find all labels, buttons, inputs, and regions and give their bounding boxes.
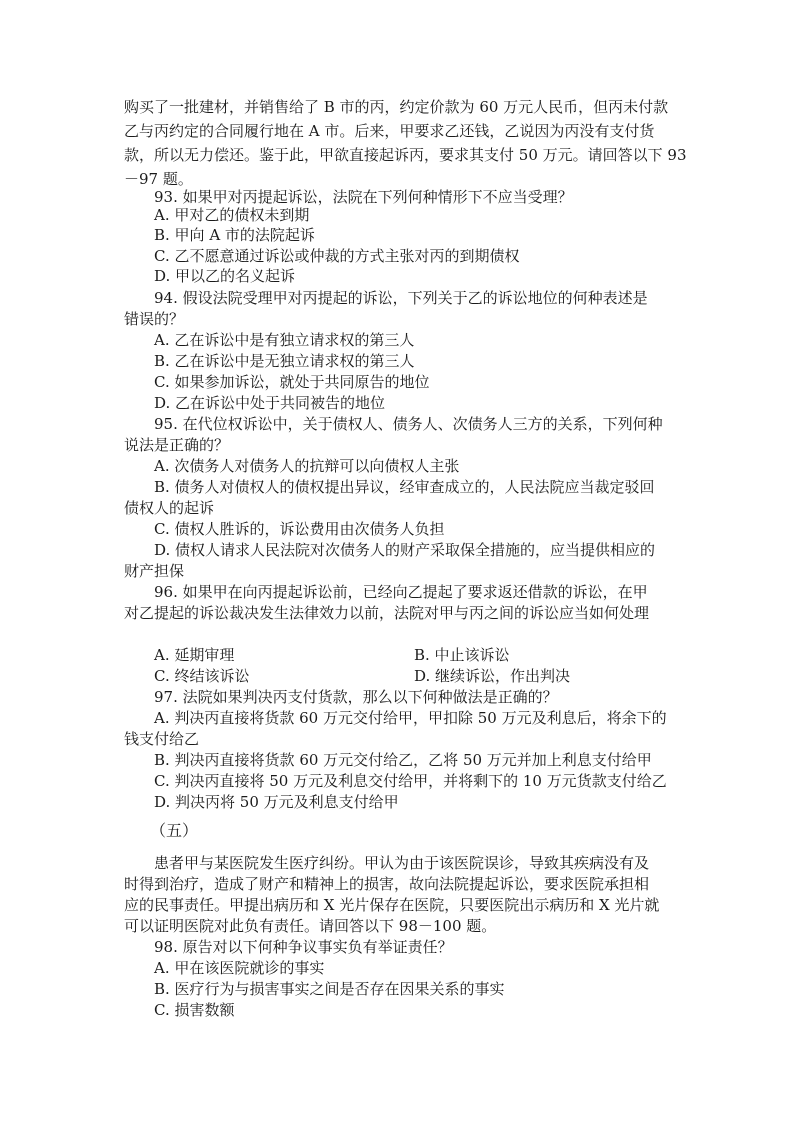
q93-option-a: A. 甲对乙的债权未到期 (154, 206, 310, 224)
q94-option-b: B. 乙在诉讼中是无独立请求权的第三人 (154, 352, 415, 370)
case4-intro-line-4: －97 题。 (124, 170, 193, 188)
q94-stem-line-1: 94. 假设法院受理甲对丙提起的诉讼，下列关于乙的诉讼地位的何种表述是 (154, 289, 648, 307)
q95-option-a: A. 次债务人对债务人的抗辩可以向债权人主张 (154, 457, 460, 475)
q93-option-d: D. 甲以乙的名义起诉 (154, 267, 296, 285)
q98-option-a: A. 甲在该医院就诊的事实 (154, 959, 325, 977)
q95-option-b-line-2: 债权人的起诉 (124, 499, 215, 517)
q97-option-a-line-1: A. 判决丙直接将货款 60 万元交付给甲，甲扣除 50 万元及利息后，将余下的 (154, 709, 667, 727)
q97-option-d: D. 判决丙将 50 万元及利息支付给甲 (154, 793, 399, 811)
q98-option-b: B. 医疗行为与损害事实之间是否存在因果关系的事实 (154, 980, 505, 998)
case5-intro-line-1: 患者甲与某医院发生医疗纠纷。甲认为由于该医院误诊，导致其疾病没有及 (154, 854, 650, 872)
q95-option-b-line-1: B. 债务人对债权人的债权提出异议，经审查成立的，人民法院应当裁定驳回 (154, 478, 655, 496)
case5-intro-line-3: 应的民事责任。甲提出病历和 X 光片保存在医院，只要医院出示病历和 X 光片就 (124, 896, 660, 914)
q96-option-d: D. 继续诉讼，作出判决 (414, 667, 571, 685)
q97-option-b: B. 判决丙直接将货款 60 万元交付给乙，乙将 50 万元并加上利息支付给甲 (154, 751, 652, 769)
q94-option-c: C. 如果参加诉讼，就处于共同原告的地位 (154, 373, 430, 391)
q95-option-c: C. 债权人胜诉的，诉讼费用由次债务人负担 (154, 520, 445, 538)
q97-stem: 97. 法院如果判决丙支付货款，那么以下何种做法是正确的？ (154, 688, 558, 706)
q93-option-c: C. 乙不愿意通过诉讼或仲裁的方式主张对丙的到期债权 (154, 247, 520, 265)
q93-option-b: B. 甲向 A 市的法院起诉 (154, 226, 315, 244)
q97-option-a-line-2: 钱支付给乙 (124, 730, 200, 748)
q96-stem-line-1: 96. 如果甲在向丙提起诉讼前，已经向乙提起了要求返还借款的诉讼，在甲 (154, 583, 648, 601)
q96-option-b: B. 中止该诉讼 (414, 646, 510, 664)
section-heading: （五） (150, 821, 199, 840)
q98-stem: 98. 原告对以下何种争议事实负有举证责任？ (154, 938, 453, 956)
q94-option-a: A. 乙在诉讼中是有独立请求权的第三人 (154, 331, 415, 349)
q94-option-d: D. 乙在诉讼中处于共同被告的地位 (154, 394, 386, 412)
q95-stem-line-1: 95. 在代位权诉讼中，关于债权人、债务人、次债务人三方的关系，下列何种 (154, 415, 663, 433)
q95-option-d-line-2: 财产担保 (124, 562, 185, 580)
case4-intro-line-1: 购买了一批建材，并销售给了 B 市的丙，约定价款为 60 万元人民币，但丙未付款 (124, 98, 669, 116)
q93-stem: 93. 如果甲对丙提起诉讼，法院在下列何种情形下不应当受理？ (154, 188, 573, 206)
q97-option-c: C. 判决丙直接将 50 万元及利息交付给甲，并将剩下的 10 万元货款支付给乙 (154, 772, 667, 790)
case5-intro-line-2: 时得到治疗，造成了财产和精神上的损害，故向法院提起诉讼，要求医院承担相 (124, 875, 650, 893)
case4-intro-line-3: 款，所以无力偿还。鉴于此，甲欲直接起诉丙，要求其支付 50 万元。请回答以下 93 (124, 146, 687, 164)
q96-stem-line-2: 对乙提起的诉讼裁决发生法律效力以前，法院对甲与丙之间的诉讼应当如何处理 (124, 604, 650, 622)
q96-option-a: A. 延期审理 (154, 646, 235, 664)
case4-intro-line-2: 乙与丙约定的合同履行地在 A 市。后来，甲要求乙还钱，乙说因为丙没有支付货 (124, 122, 655, 140)
q95-stem-line-2: 说法是正确的？ (124, 436, 230, 454)
case5-intro-line-4: 可以证明医院对此负有责任。请回答以下 98－100 题。 (124, 917, 497, 935)
q95-option-d-line-1: D. 债权人请求人民法院对次债务人的财产采取保全措施的，应当提供相应的 (154, 541, 656, 559)
q98-option-c: C. 损害数额 (154, 1001, 235, 1019)
q94-stem-line-2: 错误的？ (124, 310, 185, 328)
q96-option-c: C. 终结该诉讼 (154, 667, 250, 685)
